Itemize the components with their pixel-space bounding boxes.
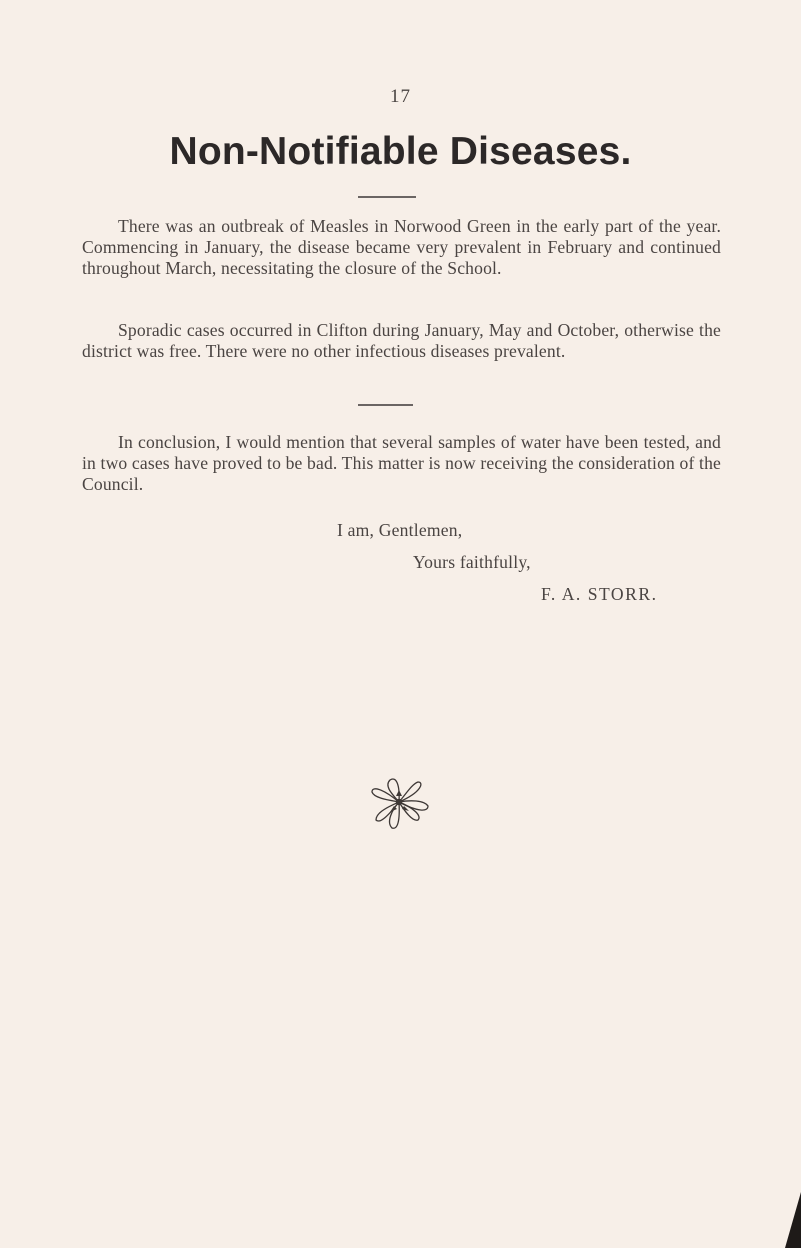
closing-valediction: Yours faithfully, [413,552,531,572]
page-number: 17 [390,86,411,107]
section-divider [358,404,413,406]
body-paragraph: Sporadic cases occurred in Clifton during January, May and October, otherwise the district was free. There were no other infectious diseases prevalent. [82,320,721,361]
floral-ornament-icon [366,776,432,832]
closing-salutation: I am, Gentlemen, [337,520,463,540]
section-divider [358,196,416,198]
body-paragraph: In conclusion, I would mention that several samples of water have been tested, and in two cases have proved to be bad. This matter is now receiving the consideration of the Council. [82,432,721,494]
body-paragraph: There was an outbreak of Measles in Norwood Green in the early part of the year. Commencing in January, the disease became very prevalent in February and continued throughout March, necessitating the closure of the School. [82,216,721,278]
page-corner-shadow [783,1192,801,1248]
page-title: Non-Notifiable Diseases. [169,130,632,173]
signature: F. A. STORR. [541,584,658,604]
